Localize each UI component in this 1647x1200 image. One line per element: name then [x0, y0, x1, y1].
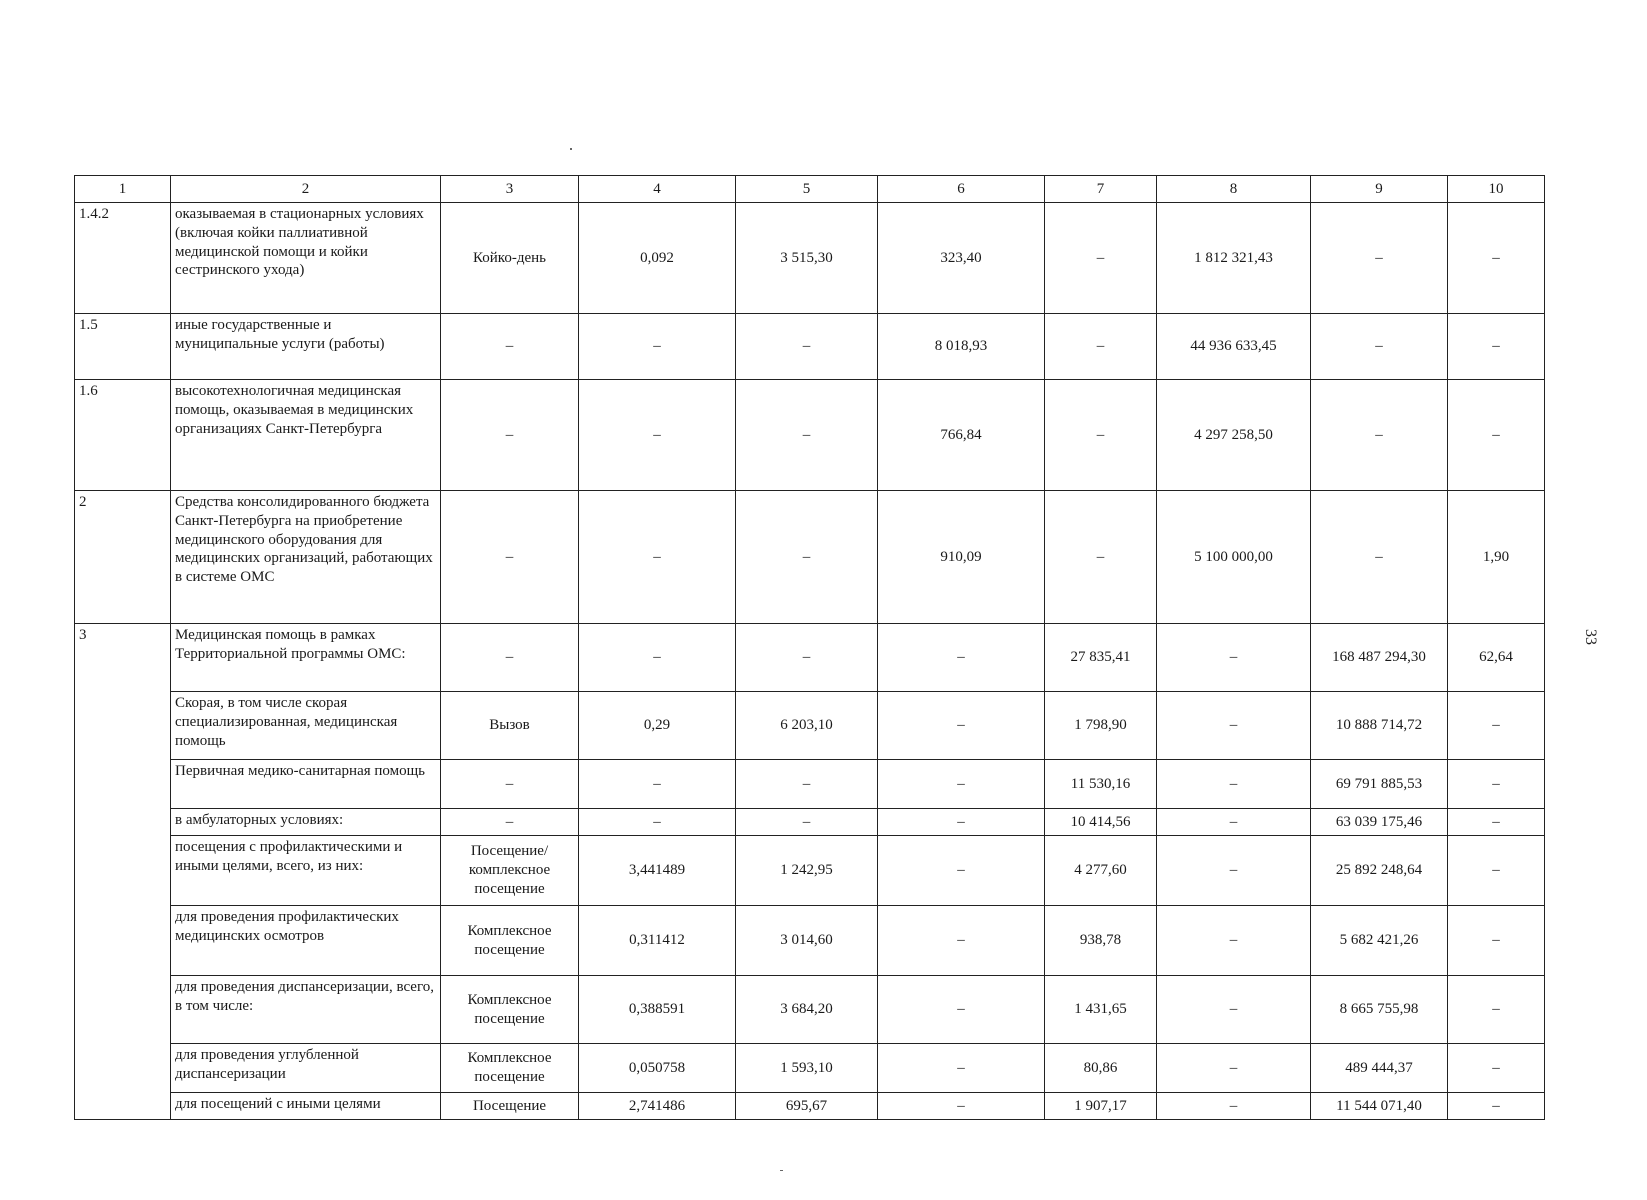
table-row — [75, 380, 1545, 491]
row-name: оказываемая в стационарных условиях (включая койки паллиативной медицинской помощи и койки сестринского ухода) — [171, 203, 441, 314]
value-cell: 489 444,37 — [1311, 1044, 1448, 1093]
column-header: 5 — [736, 176, 878, 203]
column-header: 3 — [441, 176, 579, 203]
value-cell: 4 277,60 — [1045, 836, 1157, 906]
row-name: для проведения диспансеризации, всего, в том числе: — [171, 976, 441, 1044]
value-cell: – — [1045, 203, 1157, 314]
table-row — [75, 1044, 1545, 1093]
value-cell: – — [878, 836, 1045, 906]
column-header: 7 — [1045, 176, 1157, 203]
table-row — [75, 203, 1545, 314]
value-cell: 5 100 000,00 — [1157, 491, 1311, 624]
value-cell: – — [1157, 976, 1311, 1044]
page-number: 33 — [1582, 629, 1599, 645]
value-cell: 27 835,41 — [1045, 624, 1157, 692]
table-row — [75, 976, 1545, 1044]
value-cell: 0,092 — [579, 203, 736, 314]
table-row — [75, 1093, 1545, 1120]
value-cell: 5 682 421,26 — [1311, 906, 1448, 976]
value-cell: – — [1157, 760, 1311, 809]
value-cell: 3,441489 — [579, 836, 736, 906]
row-name: Медицинская помощь в рамках Территориальной программы ОМС: — [171, 624, 441, 692]
row-number: 1.5 — [75, 314, 171, 380]
value-cell: – — [579, 380, 736, 491]
table-row — [75, 624, 1545, 692]
value-cell: 8 018,93 — [878, 314, 1045, 380]
value-cell: 80,86 — [1045, 1044, 1157, 1093]
value-cell: – — [736, 809, 878, 836]
value-cell: – — [1311, 380, 1448, 491]
value-cell: 10 414,56 — [1045, 809, 1157, 836]
row-name: Скорая, в том числе скорая специализированная, медицинская помощь — [171, 692, 441, 760]
unit-cell: Комплексное посещение — [441, 976, 579, 1044]
value-cell: 8 665 755,98 — [1311, 976, 1448, 1044]
value-cell: 695,67 — [736, 1093, 878, 1120]
value-cell: – — [1157, 906, 1311, 976]
value-cell: – — [878, 624, 1045, 692]
unit-cell: Комплексное посещение — [441, 1044, 579, 1093]
value-cell: – — [1448, 976, 1545, 1044]
row-name: иные государственные и муниципальные услуги (работы) — [171, 314, 441, 380]
value-cell: 0,311412 — [579, 906, 736, 976]
value-cell: – — [878, 760, 1045, 809]
value-cell: – — [1045, 380, 1157, 491]
value-cell: – — [1448, 1044, 1545, 1093]
row-name: Средства консолидированного бюджета Санкт-Петербурга на приобретение медицинского оборудования для медицинских организаций, работающих в системе ОМС — [171, 491, 441, 624]
value-cell: – — [1157, 836, 1311, 906]
value-cell: – — [1448, 906, 1545, 976]
value-cell: – — [579, 491, 736, 624]
value-cell: 3 684,20 — [736, 976, 878, 1044]
value-cell: 766,84 — [878, 380, 1045, 491]
value-cell: – — [1157, 692, 1311, 760]
unit-cell: – — [441, 491, 579, 624]
value-cell: 1 242,95 — [736, 836, 878, 906]
column-header: 6 — [878, 176, 1045, 203]
row-number: 1.6 — [75, 380, 171, 491]
row-name: для проведения углубленной диспансеризации — [171, 1044, 441, 1093]
value-cell: – — [1448, 692, 1545, 760]
value-cell: 0,29 — [579, 692, 736, 760]
row-number: 3 — [75, 624, 171, 1120]
value-cell: – — [736, 314, 878, 380]
value-cell: – — [878, 809, 1045, 836]
unit-cell: – — [441, 624, 579, 692]
unit-cell: – — [441, 809, 579, 836]
value-cell: – — [736, 491, 878, 624]
value-cell: 1 812 321,43 — [1157, 203, 1311, 314]
value-cell: – — [1448, 760, 1545, 809]
table-row — [75, 692, 1545, 760]
value-cell: 25 892 248,64 — [1311, 836, 1448, 906]
value-cell: – — [1157, 1093, 1311, 1120]
value-cell: 938,78 — [1045, 906, 1157, 976]
row-name: для посещений с иными целями — [171, 1093, 441, 1120]
value-cell: 63 039 175,46 — [1311, 809, 1448, 836]
value-cell: 62,64 — [1448, 624, 1545, 692]
value-cell: 69 791 885,53 — [1311, 760, 1448, 809]
value-cell: – — [1448, 380, 1545, 491]
row-number: 1.4.2 — [75, 203, 171, 314]
scan-speck — [570, 148, 572, 150]
value-cell: 3 014,60 — [736, 906, 878, 976]
value-cell: 0,050758 — [579, 1044, 736, 1093]
row-name: для проведения профилактических медицинских осмотров — [171, 906, 441, 976]
value-cell: – — [878, 692, 1045, 760]
table-row — [75, 906, 1545, 976]
value-cell: 0,388591 — [579, 976, 736, 1044]
value-cell: – — [878, 1093, 1045, 1120]
value-cell: 6 203,10 — [736, 692, 878, 760]
value-cell: – — [1311, 203, 1448, 314]
value-cell: – — [579, 314, 736, 380]
value-cell: – — [1157, 1044, 1311, 1093]
value-cell: 1 798,90 — [1045, 692, 1157, 760]
table-row — [75, 314, 1545, 380]
table-row — [75, 491, 1545, 624]
value-cell: – — [579, 760, 736, 809]
table-row — [75, 809, 1545, 836]
unit-cell: Посещение/ комплексное посещение — [441, 836, 579, 906]
row-name: высокотехнологичная медицинская помощь, оказываемая в медицинских организациях Санкт-Петербурга — [171, 380, 441, 491]
value-cell: – — [1311, 314, 1448, 380]
value-cell: 10 888 714,72 — [1311, 692, 1448, 760]
value-cell: 1 431,65 — [1045, 976, 1157, 1044]
value-cell: – — [1157, 624, 1311, 692]
value-cell: – — [1448, 1093, 1545, 1120]
table-body — [75, 203, 1545, 1120]
value-cell: – — [579, 809, 736, 836]
value-cell: – — [579, 624, 736, 692]
unit-cell: – — [441, 314, 579, 380]
value-cell: 1,90 — [1448, 491, 1545, 624]
value-cell: 1 593,10 — [736, 1044, 878, 1093]
value-cell: 910,09 — [878, 491, 1045, 624]
unit-cell: Посещение — [441, 1093, 579, 1120]
value-cell: – — [1311, 491, 1448, 624]
value-cell: 1 907,17 — [1045, 1093, 1157, 1120]
column-header: 8 — [1157, 176, 1311, 203]
column-header: 9 — [1311, 176, 1448, 203]
value-cell: 323,40 — [878, 203, 1045, 314]
row-name: посещения с профилактическими и иными целями, всего, из них: — [171, 836, 441, 906]
value-cell: 3 515,30 — [736, 203, 878, 314]
unit-cell: Комплексное посещение — [441, 906, 579, 976]
value-cell: 2,741486 — [579, 1093, 736, 1120]
value-cell: – — [878, 1044, 1045, 1093]
value-cell: – — [1448, 203, 1545, 314]
value-cell: – — [878, 976, 1045, 1044]
scan-speck — [780, 1170, 783, 1171]
unit-cell: – — [441, 380, 579, 491]
value-cell: 44 936 633,45 — [1157, 314, 1311, 380]
value-cell: – — [1448, 836, 1545, 906]
value-cell: 4 297 258,50 — [1157, 380, 1311, 491]
column-header: 1 — [75, 176, 171, 203]
value-cell: – — [1045, 491, 1157, 624]
header-row — [75, 176, 1545, 203]
value-cell: 11 544 071,40 — [1311, 1093, 1448, 1120]
value-cell: 11 530,16 — [1045, 760, 1157, 809]
column-header: 4 — [579, 176, 736, 203]
value-cell: – — [878, 906, 1045, 976]
value-cell: – — [1045, 314, 1157, 380]
value-cell: – — [736, 624, 878, 692]
table-header — [75, 176, 1545, 203]
column-header: 2 — [171, 176, 441, 203]
row-number: 2 — [75, 491, 171, 624]
row-name: в амбулаторных условиях: — [171, 809, 441, 836]
value-cell: – — [1448, 314, 1545, 380]
unit-cell: – — [441, 760, 579, 809]
value-cell: 168 487 294,30 — [1311, 624, 1448, 692]
table-row — [75, 760, 1545, 809]
value-cell: – — [1448, 809, 1545, 836]
financing-table — [74, 175, 1545, 1120]
column-header: 10 — [1448, 176, 1545, 203]
value-cell: – — [736, 380, 878, 491]
value-cell: – — [736, 760, 878, 809]
row-name: Первичная медико-санитарная помощь — [171, 760, 441, 809]
unit-cell: Койко-день — [441, 203, 579, 314]
unit-cell: Вызов — [441, 692, 579, 760]
value-cell: – — [1157, 809, 1311, 836]
table-row — [75, 836, 1545, 906]
